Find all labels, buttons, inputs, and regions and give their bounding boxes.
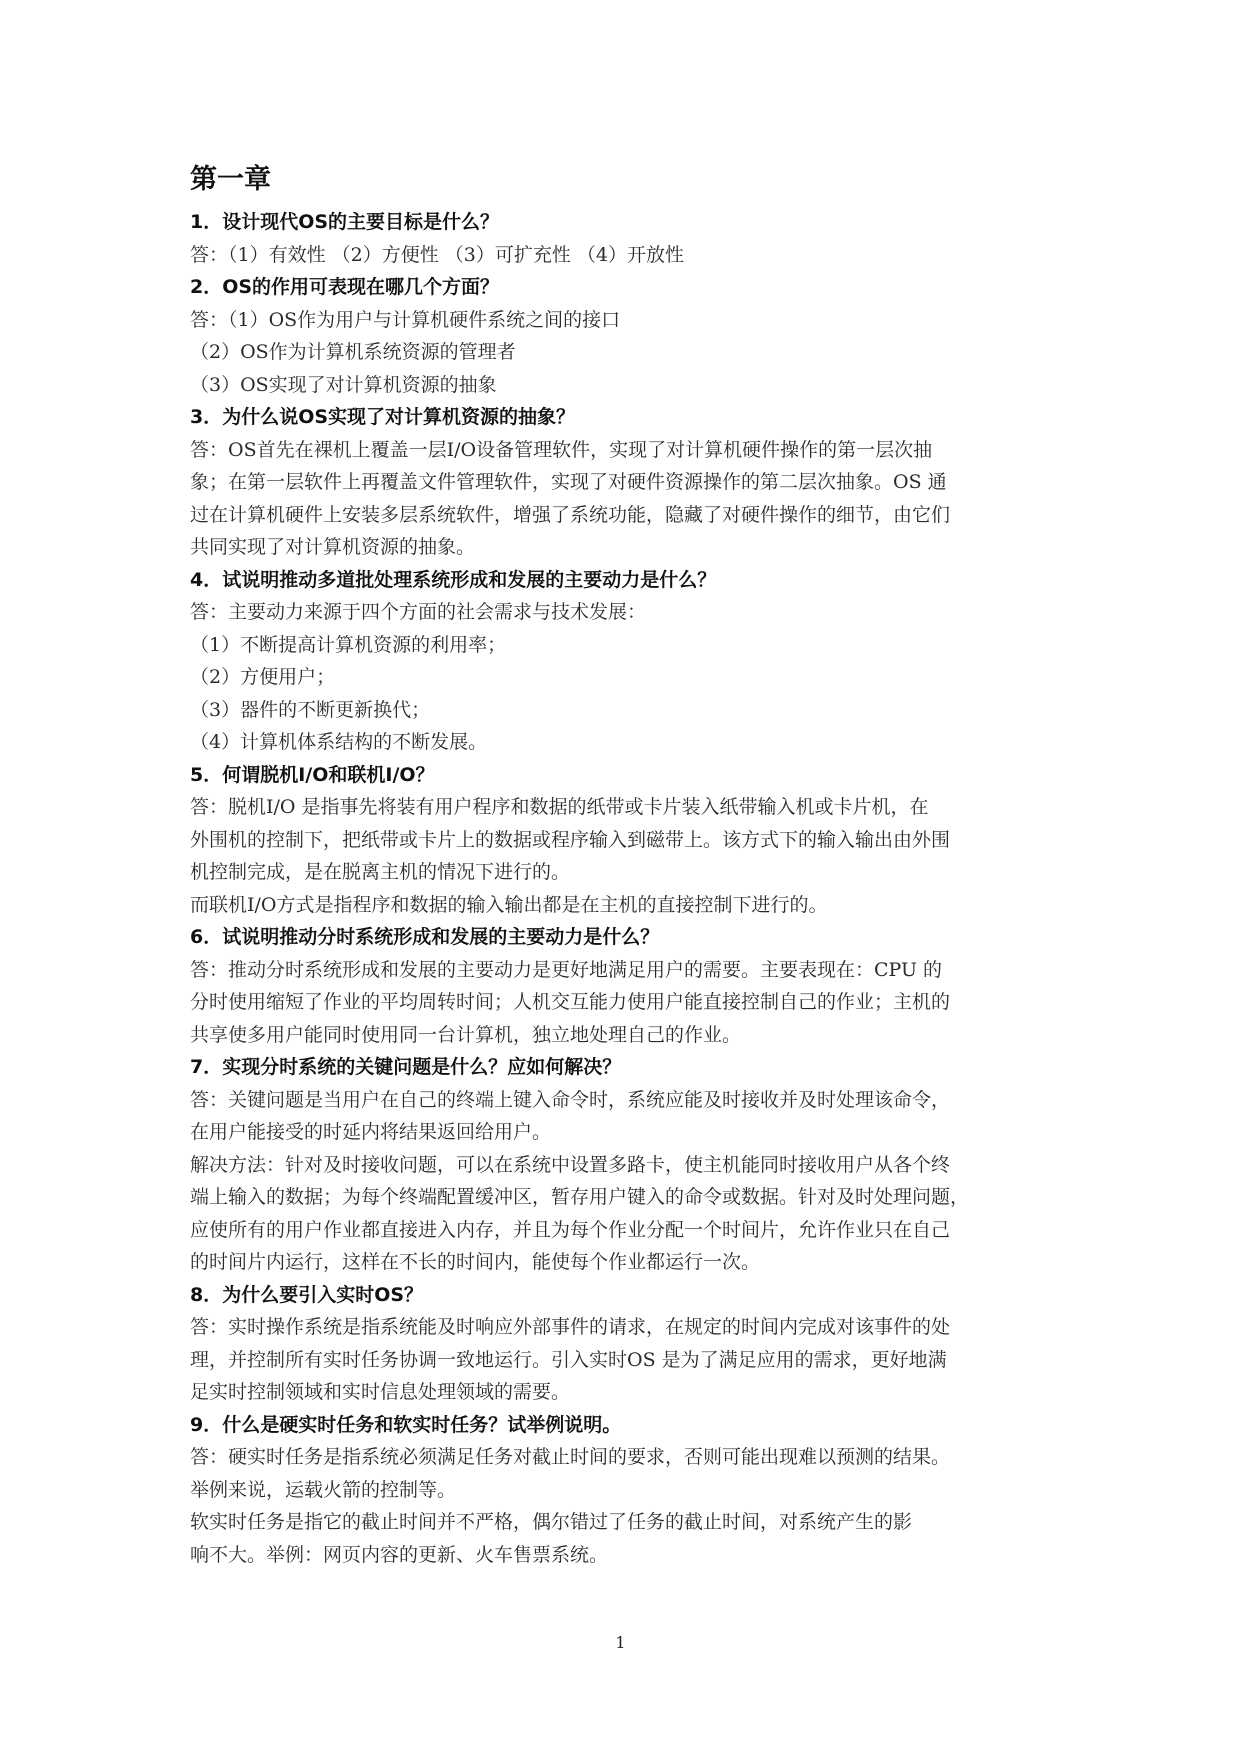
- answer-line: 软实时任务是指它的截止时间并不严格，偶尔错过了任务的截止时间，对系统产生的影: [190, 1511, 913, 1533]
- answer-line: 外围机的控制下，把纸带或卡片上的数据或程序输入到磁带上。该方式下的输入输出由外围: [190, 828, 951, 851]
- answer-line: （4）计算机体系结构的不断发展。: [190, 731, 488, 753]
- answer-line: 共享使多用户能同时使用同一台计算机，独立地处理自己的作业。: [190, 1023, 742, 1046]
- answer-line: 答：实时操作系统是指系统能及时响应外部事件的请求，在规定的时间内完成对该事件的处: [190, 1316, 951, 1338]
- qa-item: [190, 564, 1060, 759]
- answer-line: 答：OS首先在裸机上覆盖一层I/O设备管理软件，实现了对计算机硬件操作的第一层次抽: [190, 438, 933, 461]
- answer-line: 答：主要动力来源于四个方面的社会需求与技术发展：: [190, 601, 647, 623]
- answer-line: 过在计算机硬件上安装多层系统软件，增强了系统功能，隐藏了对硬件操作的细节，由它们: [190, 503, 951, 526]
- qa-item: [190, 401, 1060, 564]
- answer-line: 而联机I/O方式是指程序和数据的输入输出都是在主机的直接控制下进行的。: [190, 893, 828, 916]
- qa-item: [190, 921, 1060, 1051]
- answer-line: 共同实现了对计算机资源的抽象。: [190, 536, 476, 558]
- qa-item: [190, 1051, 1060, 1279]
- qa-item: [190, 271, 1060, 401]
- page-number: 1: [615, 1633, 626, 1652]
- question-heading: 5．何谓脱机I/O和联机I/O？: [190, 763, 435, 786]
- answer-line: 解决方法：针对及时接收问题，可以在系统中设置多路卡，使主机能同时接收用户从各个终: [190, 1153, 951, 1176]
- qa-item: [190, 1409, 1060, 1572]
- answer-line: 足实时控制领域和实时信息处理领域的需要。: [190, 1381, 571, 1403]
- qa-item: [190, 1279, 1060, 1409]
- answer-line: （1）不断提高计算机资源的利用率；: [190, 633, 507, 656]
- answer-line: 端上输入的数据；为每个终端配置缓冲区，暂存用户键入的命令或数据。针对及时处理问题，: [190, 1186, 970, 1208]
- qa-list: [190, 206, 1060, 1571]
- document-page: [190, 160, 1060, 1571]
- answer-line: 在用户能接受的时延内将结果返回给用户。: [190, 1121, 552, 1143]
- chapter-title: 第一章: [190, 164, 271, 195]
- answer-line: 举例来说，运载火箭的控制等。: [190, 1478, 457, 1501]
- answer-line: 分时使用缩短了作业的平均周转时间；人机交互能力使用户能直接控制自己的作业；主机的: [190, 991, 951, 1013]
- qa-item: [190, 759, 1060, 922]
- answer-line: 答：（1）OS作为用户与计算机硬件系统之间的接口: [190, 308, 621, 331]
- answer-line: 响不大。举例：网页内容的更新、火车售票系统。: [190, 1543, 609, 1566]
- question-heading: 6．试说明推动分时系统形成和发展的主要动力是什么？: [190, 926, 660, 948]
- question-heading: 3．为什么说OS实现了对计算机资源的抽象？: [190, 406, 576, 428]
- answer-line: 应使所有的用户作业都直接进入内存，并且为每个作业分配一个时间片，允许作业只在自己: [190, 1218, 951, 1241]
- answer-line: 答：硬实时任务是指系统必须满足任务对截止时间的要求，否则可能出现难以预测的结果。: [190, 1446, 951, 1468]
- question-heading: 4．试说明推动多道批处理系统形成和发展的主要动力是什么？: [190, 568, 717, 591]
- answer-line: 理，并控制所有实时任务协调一致地运行。引入实时OS 是为了满足应用的需求，更好地满: [190, 1348, 947, 1371]
- question-heading: 9．什么是硬实时任务和软实时任务？试举例说明。: [190, 1413, 622, 1436]
- answer-line: 答：（1）有效性 （2）方便性 （3）可扩充性 （4）开放性: [190, 243, 684, 266]
- answer-line: （3）OS实现了对计算机资源的抽象: [190, 373, 497, 396]
- question-heading: 8．为什么要引入实时OS？: [190, 1283, 424, 1306]
- question-heading: 2．OS的作用可表现在哪几个方面？: [190, 276, 500, 298]
- qa-item: [190, 206, 1060, 271]
- answer-line: （3）器件的不断更新换代；: [190, 698, 431, 721]
- answer-line: （2）OS作为计算机系统资源的管理者: [190, 341, 516, 363]
- answer-line: 象；在第一层软件上再覆盖文件管理软件，实现了对硬件资源操作的第二层次抽象。OS 通: [190, 471, 947, 493]
- answer-line: （2）方便用户；: [190, 666, 336, 688]
- answer-line: 的时间片内运行，这样在不长的时间内，能使每个作业都运行一次。: [190, 1251, 761, 1273]
- answer-line: 答：脱机I/O 是指事先将装有用户程序和数据的纸带或卡片装入纸带输入机或卡片机，在: [190, 796, 929, 818]
- question-heading: 1．设计现代OS的主要目标是什么？: [190, 211, 500, 233]
- answer-line: 答：关键问题是当用户在自己的终端上键入命令时，系统应能及时接收并及时处理该命令，: [190, 1088, 951, 1111]
- answer-line: 机控制完成，是在脱离主机的情况下进行的。: [190, 861, 571, 883]
- answer-line: 答：推动分时系统形成和发展的主要动力是更好地满足用户的需要。主要表现在：CPU 的: [190, 958, 943, 981]
- question-heading: 7．实现分时系统的关键问题是什么？应如何解决？: [190, 1056, 622, 1078]
